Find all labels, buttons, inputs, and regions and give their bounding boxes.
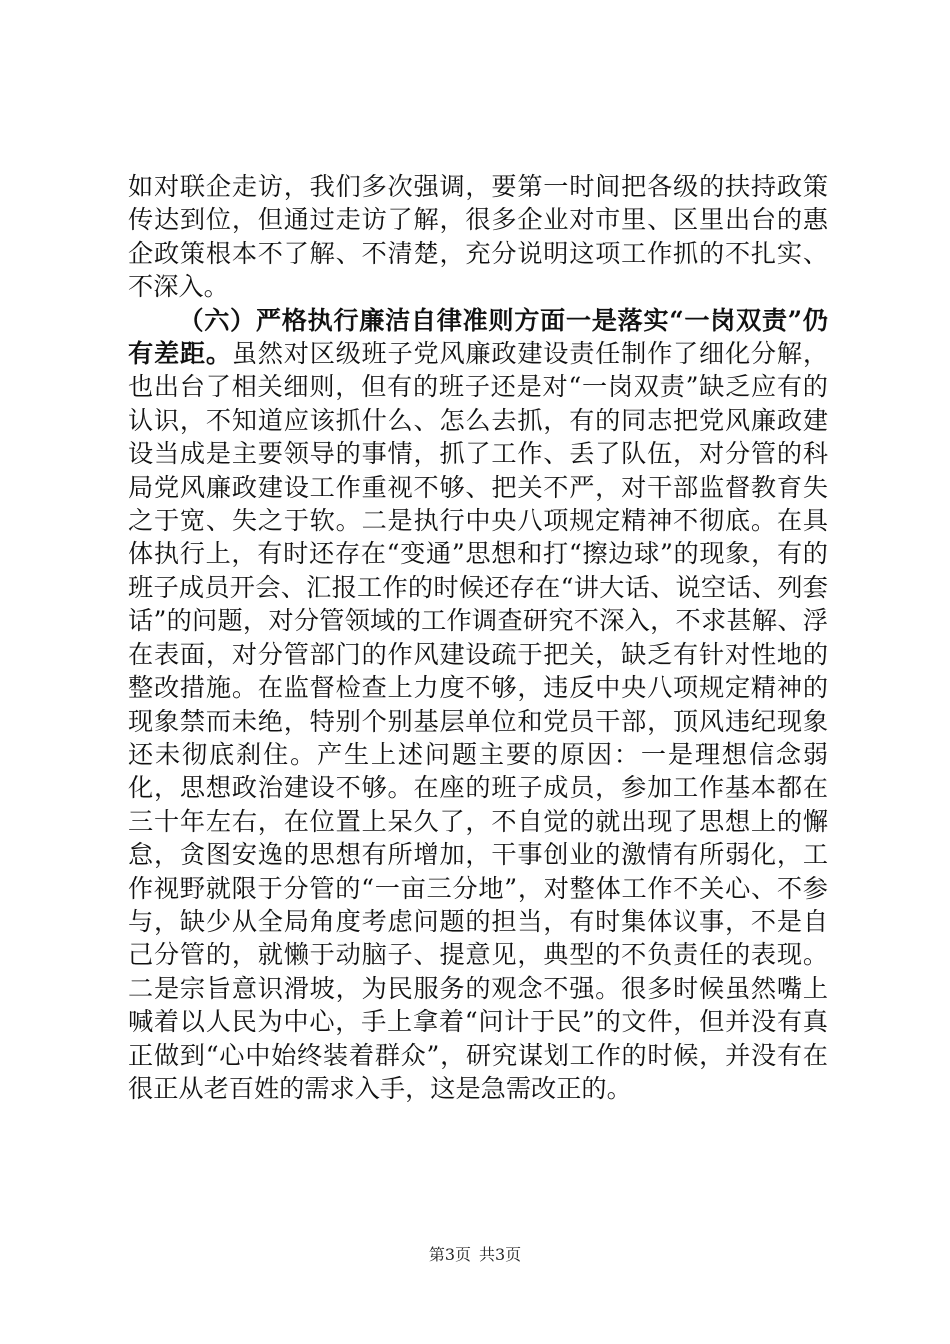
document-body [128, 170, 828, 1105]
page-footer [0, 1242, 950, 1265]
section-heading: （六）严格执行廉洁自律准则方面一是落实“一岗双责”仍有差距。 [128, 304, 828, 369]
paragraph-continuation [128, 170, 828, 304]
paragraph-text: 虽然对区级班子党风廉政建设责任制作了细化分解，也出台了相关细则，但有的班子还是对“一岗双责”缺乏应有的认识，不知道应该抓什么、怎么去抓，有的同志把党风廉政建设当成是主要领导的事情，抓了工作、丢了队伍，对分管的科局党风廉政建设工作重视不够、把关不严，对干部监督教育失之于宽、失之于软。二是执行中央八项规定精神不彻底。在具体执行上，有时还存在“变通”思想和打“擦边球”的现象，有的班子成员开会、汇报工作的时候还存在“讲大话、说空话、列套话”的问题，对分管领域的工作调查研究不深入，不求甚解、浮在表面，对分管部门的作风建设疏于把关，缺乏有针对性地的整改措施。在监督检查上力度不够，违反中央八项规定精神的现象禁而未绝，特别个别基层单位和党员干部，顶风违纪现象还未彻底刹住。产生上述问题主要的原因：一是理想信念弱化，思想政治建设不够。在座的班子成员，参加工作基本都在三十年左右，在位置上呆久了，不自觉的就出现了思想上的懈怠，贪图安逸的思想有所增加，干事创业的激情有所弱化，工作视野就限于分管的“一亩三分地”，对整体工作不关心、不参与，缺少从全局角度考虑问题的担当，有时集体议事，不是自己分管的，就懒于动脑子、提意见，典型的不负责任的表现。二是宗旨意识滑坡，为民服务的观念不强。很多时候虽然嘴上喊着以人民为中心，手上拿着“问计于民”的文件，但并没有真正做到“心中始终装着群众”，研究谋划工作的时候，并没有在很正从老百姓的需求入手，这是急需改正的。 [128, 339, 829, 1103]
page-total: 共3页 [479, 1245, 522, 1264]
paragraph-text: 如对联企走访，我们多次强调，要第一时间把各级的扶持政策传达到位，但通过走访了解，很多企业对市里、区里出台的惠企政策根本不了解、不清楚，充分说明这项工作抓的不扎实、不深入。 [128, 172, 828, 302]
paragraph-section-six [128, 304, 828, 1106]
page-number: 第3页 [428, 1245, 471, 1264]
